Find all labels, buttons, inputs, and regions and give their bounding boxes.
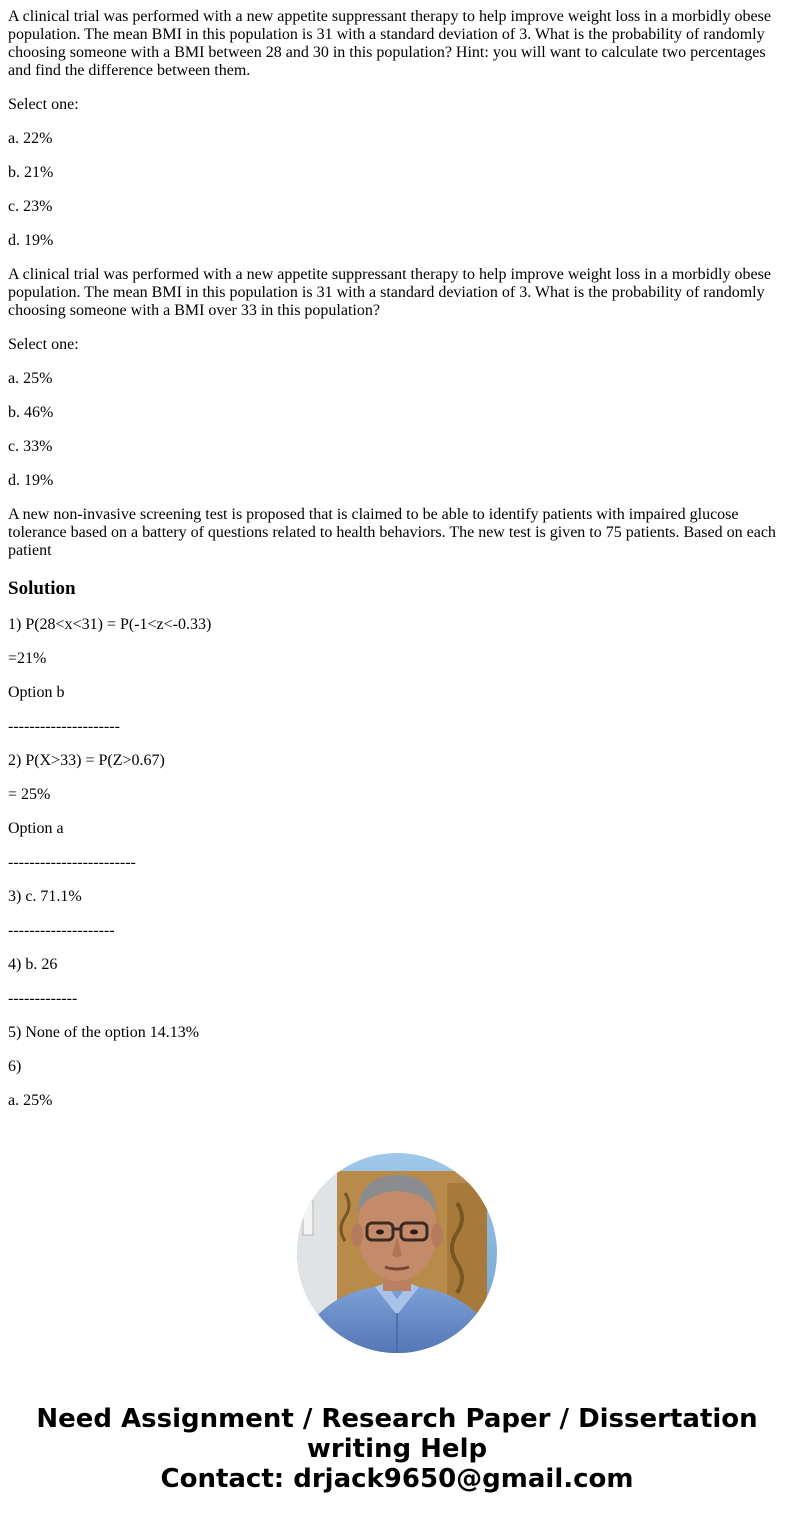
question-1-option-b: b. 21%: [8, 164, 54, 181]
promo-banner: [0, 1404, 794, 1494]
question-1-option-c: c. 23%: [8, 198, 53, 215]
solution-line: = 25%: [8, 786, 51, 803]
solution-divider: ------------------------: [8, 854, 136, 871]
question-2-option-c: c. 33%: [8, 438, 53, 455]
question-2-text: A clinical trial was performed with a new appetite suppressant therapy to help improve weight loss in a morbidly obese population. The mean BMI in this population is 31 with a standard deviation of 3. What is the probability of randomly choosing someone with a BMI over 33 in this population?: [8, 266, 771, 319]
question-1-option-d: d. 19%: [8, 232, 54, 249]
question-1-option-a: a. 22%: [8, 130, 53, 147]
solution-line: 3) c. 71.1%: [8, 888, 82, 905]
solution-line: Option a: [8, 820, 64, 837]
solution-line: 5) None of the option 14.13%: [8, 1024, 200, 1041]
question-2-option-a: a. 25%: [8, 370, 53, 387]
author-avatar: [297, 1153, 497, 1353]
question-1-text: A clinical trial was performed with a new appetite suppressant therapy to help improve weight loss in a morbidly obese population. The mean BMI in this population is 31 with a standard deviation of 3. What is the probability of randomly choosing someone with a BMI between 28 and 30 in this population? Hint: you will want to calculate two percentages and find the difference between them.: [8, 8, 771, 79]
question-2-option-d: d. 19%: [8, 472, 54, 489]
solution-line: 2) P(X>33) = P(Z>0.67): [8, 752, 165, 769]
promo-line-2: writing Help: [306, 1434, 488, 1464]
solution-line: 6): [8, 1058, 22, 1075]
solution-line: 1) P(28<x<31) = P(-1<z<-0.33): [8, 616, 212, 633]
document-body: [8, 8, 786, 1126]
solution-line: a. 25%: [8, 1092, 53, 1109]
solution-divider: -------------: [8, 990, 78, 1007]
solution-line: =21%: [8, 650, 47, 667]
promo-contact-line: Contact: drjack9650@gmail.com: [160, 1464, 634, 1494]
question-2-option-b: b. 46%: [8, 404, 54, 421]
solution-heading: Solution: [8, 578, 76, 599]
solution-line: 4) b. 26: [8, 956, 58, 973]
promo-line-1: Need Assignment / Research Paper / Dissertation: [36, 1404, 758, 1434]
solution-divider: ---------------------: [8, 718, 120, 735]
question-3-text: A new non-invasive screening test is proposed that is claimed to be able to identify patients with impaired glucose tolerance based on a battery of questions related to health behaviors. The new test is given to 75 patients. Based on each patient: [8, 506, 776, 559]
avatar-portrait-image: [297, 1153, 497, 1353]
solution-line: Option b: [8, 684, 65, 701]
question-1-select-label: Select one:: [8, 96, 79, 113]
question-2-select-label: Select one:: [8, 336, 79, 353]
solution-divider: --------------------: [8, 922, 115, 939]
